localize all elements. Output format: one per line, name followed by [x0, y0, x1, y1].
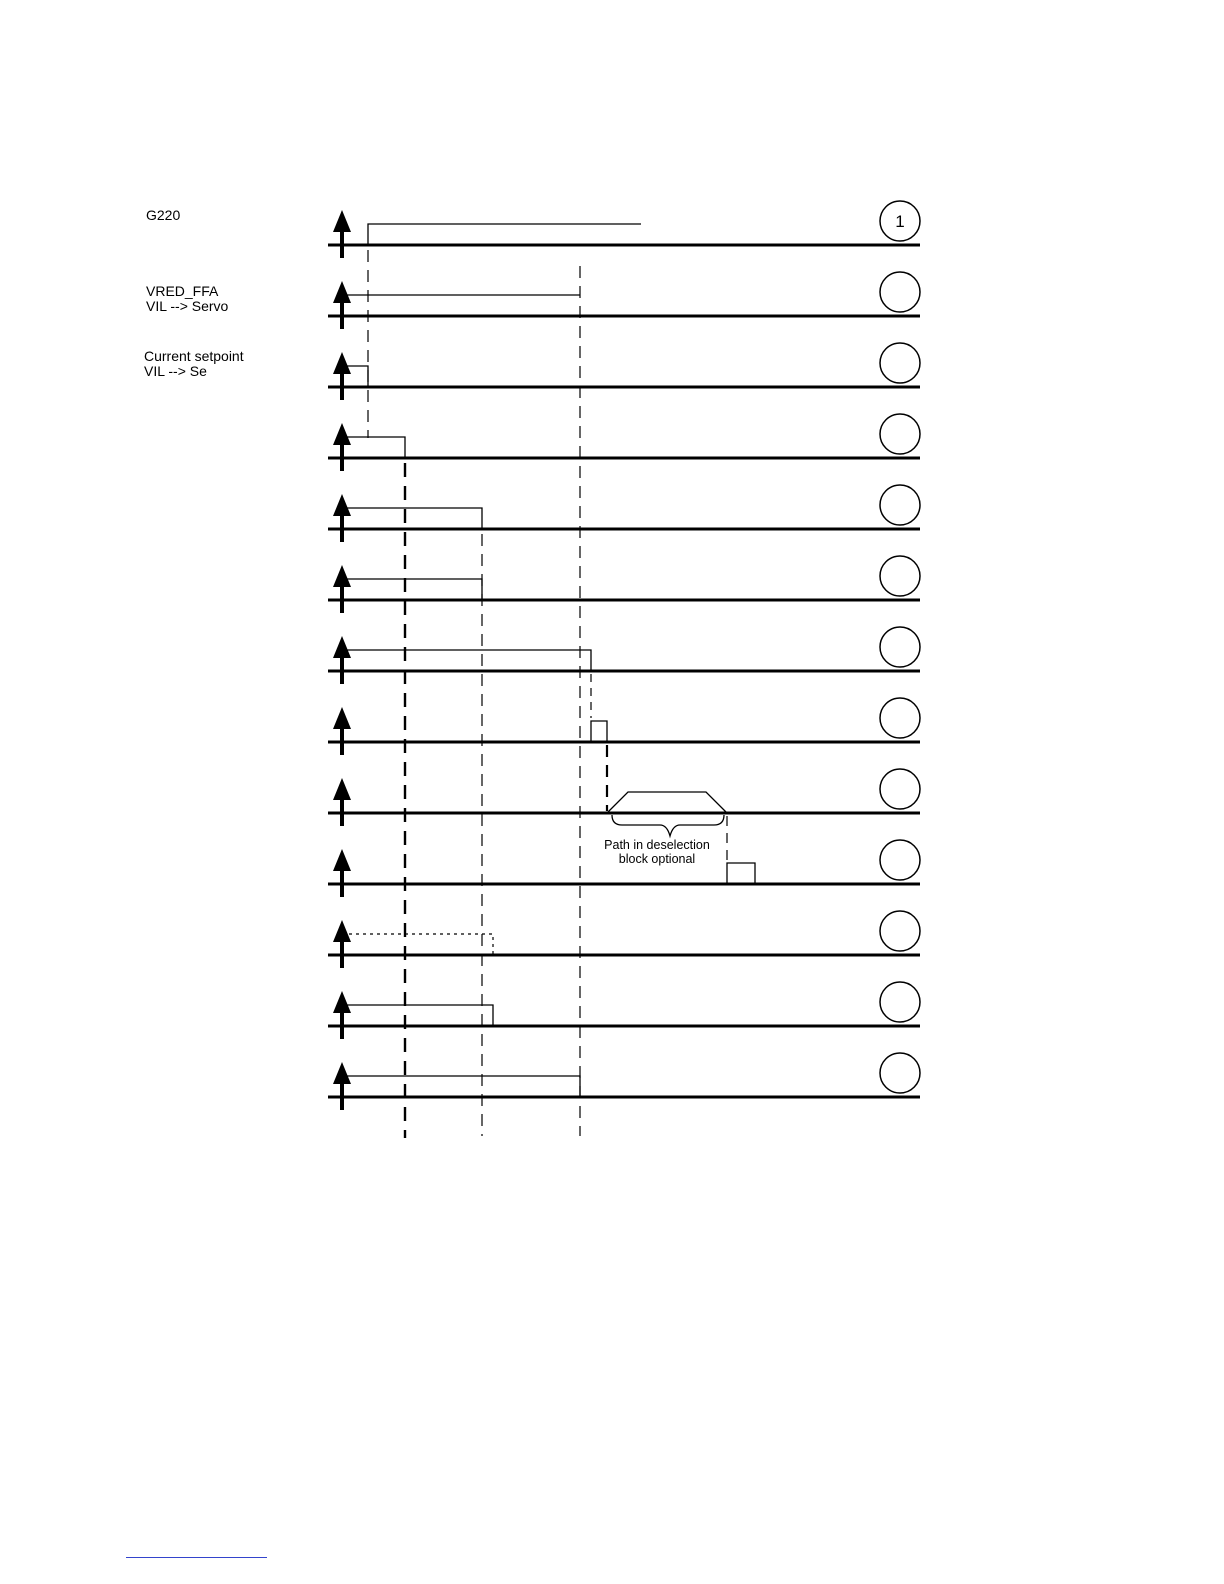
signal-arrow-icon	[333, 707, 351, 755]
signal-arrow-icon	[333, 920, 351, 968]
signal-waveform	[342, 650, 591, 671]
signal-waveform	[342, 579, 482, 600]
signal-waveform	[727, 863, 755, 884]
signal-arrow-icon	[333, 636, 351, 684]
signal-row-13	[328, 1053, 920, 1110]
signal-arrow-icon	[333, 991, 351, 1039]
signal-label-vred-ffa: VRED_FFA VIL --> Servo	[146, 283, 229, 314]
signal-arrow-icon	[333, 281, 351, 329]
row-marker-circle	[880, 840, 920, 880]
curly-brace	[612, 815, 724, 836]
signal-waveform	[342, 1076, 580, 1097]
signal-row-12	[328, 982, 920, 1039]
signal-arrow-icon	[333, 352, 351, 400]
signal-waveform	[368, 224, 641, 245]
row-marker-circle	[880, 911, 920, 951]
signal-arrow-icon	[333, 778, 351, 826]
signal-waveform	[607, 792, 727, 813]
signal-arrow-icon	[333, 423, 351, 471]
row-marker-circle	[880, 1053, 920, 1093]
row-marker-circle	[880, 698, 920, 738]
signal-row-6	[328, 556, 920, 613]
row-marker-circle	[880, 982, 920, 1022]
row-marker-circle	[880, 769, 920, 809]
signal-arrow-icon	[333, 1062, 351, 1110]
signal-row-5	[328, 485, 920, 542]
signal-row-3	[328, 343, 920, 400]
signal-row-8	[328, 698, 920, 755]
signal-row-9	[328, 769, 920, 836]
row-marker-circle	[880, 485, 920, 525]
row-marker-circle	[880, 627, 920, 667]
signal-label-current-setpoint: Current setpoint VIL --> Se	[144, 348, 244, 379]
signal-arrow-icon	[333, 565, 351, 613]
signal-arrow-icon	[333, 494, 351, 542]
footer-rule	[126, 1557, 267, 1558]
row-marker-circle	[880, 556, 920, 596]
signal-row-2	[328, 272, 920, 329]
signal-label-g220: G220	[146, 207, 181, 223]
row-marker-circle	[880, 414, 920, 454]
row-marker-circle	[880, 343, 920, 383]
deselection-note: Path in deselection block optional	[604, 838, 710, 866]
signal-row-11	[328, 911, 920, 968]
signal-waveform	[591, 721, 607, 742]
signal-row-1	[328, 201, 920, 258]
signal-waveform	[342, 508, 482, 529]
signal-arrow-icon	[333, 849, 351, 897]
signal-waveform-dotted	[342, 934, 493, 955]
signal-row-7	[328, 627, 920, 684]
signal-arrow-icon	[333, 210, 351, 258]
row-marker-circle	[880, 272, 920, 312]
signal-waveform	[342, 1005, 493, 1026]
signal-row-4	[328, 414, 920, 471]
row-marker-number: 1	[895, 212, 905, 231]
signal-waveform	[342, 437, 405, 458]
